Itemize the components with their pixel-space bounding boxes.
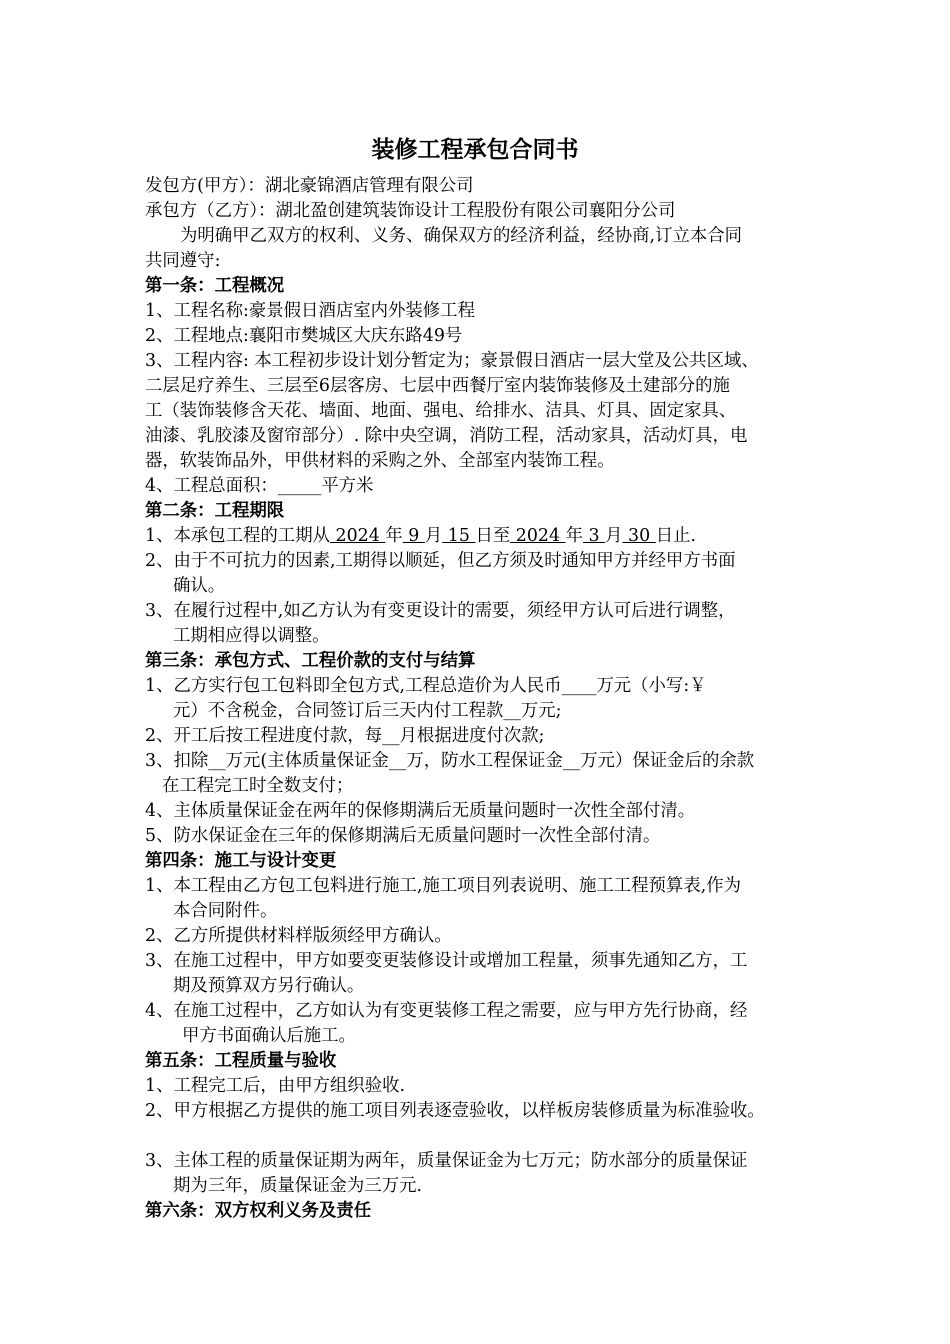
article-2-item-2-line-2: 确认。 — [173, 576, 226, 596]
month-label-1: 月 — [424, 526, 443, 546]
article-1-item-2: 2、工程地点:襄阳市樊城区大庆东路49号 — [145, 326, 463, 346]
article-3-item-1-line-1: 1、乙方实行包工包料即全包方式,工程总造价为人民币____万元（小写:￥ — [145, 676, 707, 696]
article-3-item-1-line-2: 元）不含税金，合同签订后三天内付工程款__万元; — [173, 701, 562, 721]
article-4-item-1-line-1: 1、本工程由乙方包工包料进行施工,施工项目列表说明、施工工程预算表,作为 — [145, 876, 742, 896]
article-5-item-3-line-2: 期为三年，质量保证金为三万元. — [173, 1176, 422, 1196]
article-2-item-3-line-1: 3、在履行过程中,如乙方认为有变更设计的需要，须经甲方认可后进行调整， — [145, 601, 736, 621]
period-mid: 日至 — [475, 526, 511, 546]
period-tail: 日止. — [655, 526, 696, 546]
end-day: 30 — [622, 526, 656, 546]
article-1-item-3-line-1: 3、工程内容: 本工程初步设计划分暂定为；豪景假日酒店一层大堂及公共区域、 — [145, 351, 759, 371]
year-label-2: 年 — [565, 526, 583, 546]
article-3-item-4: 4、主体质量保证金在两年的保修期满后无质量问题时一次性全部付清。 — [145, 801, 696, 821]
period-prefix: 1、本承包工程的工期从 — [145, 526, 330, 546]
article-1-item-3-line-5: 器，软装饰品外，甲供材料的采购之外、全部室内装饰工程。 — [145, 451, 615, 471]
article-1-item-3-line-2: 二层足疗养生、三层至6层客房、七层中西餐厅室内装饰装修及土建部分的施 — [145, 376, 730, 396]
article-4-item-4-line-2: 甲方书面确认后施工。 — [182, 1026, 356, 1046]
article-1-item-3-line-4: 油漆、乳胶漆及窗帘部分）. 除中央空调，消防工程，活动家具，活动灯具，电 — [145, 426, 748, 446]
start-month: 9 — [402, 526, 425, 546]
article-1-item-4: 4、工程总面积：_____平方米 — [145, 476, 374, 496]
article-4-heading: 第四条：施工与设计变更 — [145, 851, 337, 871]
article-4-item-3-line-2: 期及预算双方另行确认。 — [173, 976, 365, 996]
end-year: 2024 — [510, 526, 566, 546]
intro-line-2: 共同遵守: — [145, 251, 221, 271]
start-day: 15 — [442, 526, 476, 546]
start-year: 2024 — [329, 526, 386, 546]
article-5-item-2: 2、甲方根据乙方提供的施工项目列表逐壹验收，以样板房装修质量为标准验收。 — [145, 1101, 765, 1121]
article-3-item-2: 2、开工后按工程进度付款，每__月根据进度付次款; — [145, 726, 545, 746]
intro-line-1: 为明确甲乙双方的权利、义务、确保双方的经济利益，经协商,订立本合同 — [180, 226, 743, 246]
article-5-heading: 第五条：工程质量与验收 — [145, 1051, 337, 1071]
month-label-2: 月 — [605, 526, 623, 546]
year-label-1: 年 — [385, 526, 403, 546]
article-1-heading: 第一条：工程概况 — [145, 276, 285, 296]
article-2-heading: 第二条：工程期限 — [145, 501, 285, 521]
article-4-item-1-line-2: 本合同附件。 — [173, 901, 278, 921]
article-1-item-1: 1、工程名称:豪景假日酒店室内外装修工程 — [145, 301, 475, 321]
article-3-item-3-line-1: 3、扣除__万元(主体质量保证金__万，防水工程保证金__万元）保证金后的余款 — [145, 751, 755, 771]
article-2-item-1 — [145, 524, 696, 549]
article-1-item-3-line-3: 工（装饰装修含天花、墙面、地面、强电、给排水、洁具、灯具、固定家具、 — [145, 401, 737, 421]
party-b-line: 承包方（乙方）：湖北盈创建筑装饰设计工程股份有限公司襄阳分公司 — [145, 201, 676, 221]
article-5-item-3-line-1: 3、主体工程的质量保证期为两年，质量保证金为七万元；防水部分的质量保证 — [145, 1151, 748, 1171]
article-4-item-3-line-1: 3、在施工过程中，甲方如要变更装修设计或增加工程量，须事先通知乙方，工 — [145, 951, 748, 971]
article-5-item-1: 1、工程完工后，由甲方组织验收. — [145, 1076, 406, 1096]
article-2-item-2-line-1: 2、由于不可抗力的因素,工期得以顺延，但乙方须及时通知甲方并经甲方书面 — [145, 551, 736, 571]
end-month: 3 — [582, 526, 606, 546]
article-3-item-3-line-2: 在工程完工时全数支付； — [162, 776, 354, 796]
article-3-item-5: 5、防水保证金在三年的保修期满后无质量问题时一次性全部付清。 — [145, 826, 661, 846]
article-2-item-3-line-2: 工期相应得以调整。 — [173, 626, 330, 646]
article-4-item-2: 2、乙方所提供材料样版须经甲方确认。 — [145, 926, 452, 946]
article-6-heading: 第六条：双方权利义务及责任 — [145, 1201, 372, 1221]
article-4-item-4-line-1: 4、在施工过程中，乙方如认为有变更装修工程之需要，应与甲方先行协商，经 — [145, 1001, 748, 1021]
party-a-line: 发包方(甲方）：湖北豪锦酒店管理有限公司 — [145, 176, 474, 196]
document-title: 装修工程承包合同书 — [371, 137, 579, 163]
article-3-heading: 第三条：承包方式、工程价款的支付与结算 — [145, 651, 476, 671]
